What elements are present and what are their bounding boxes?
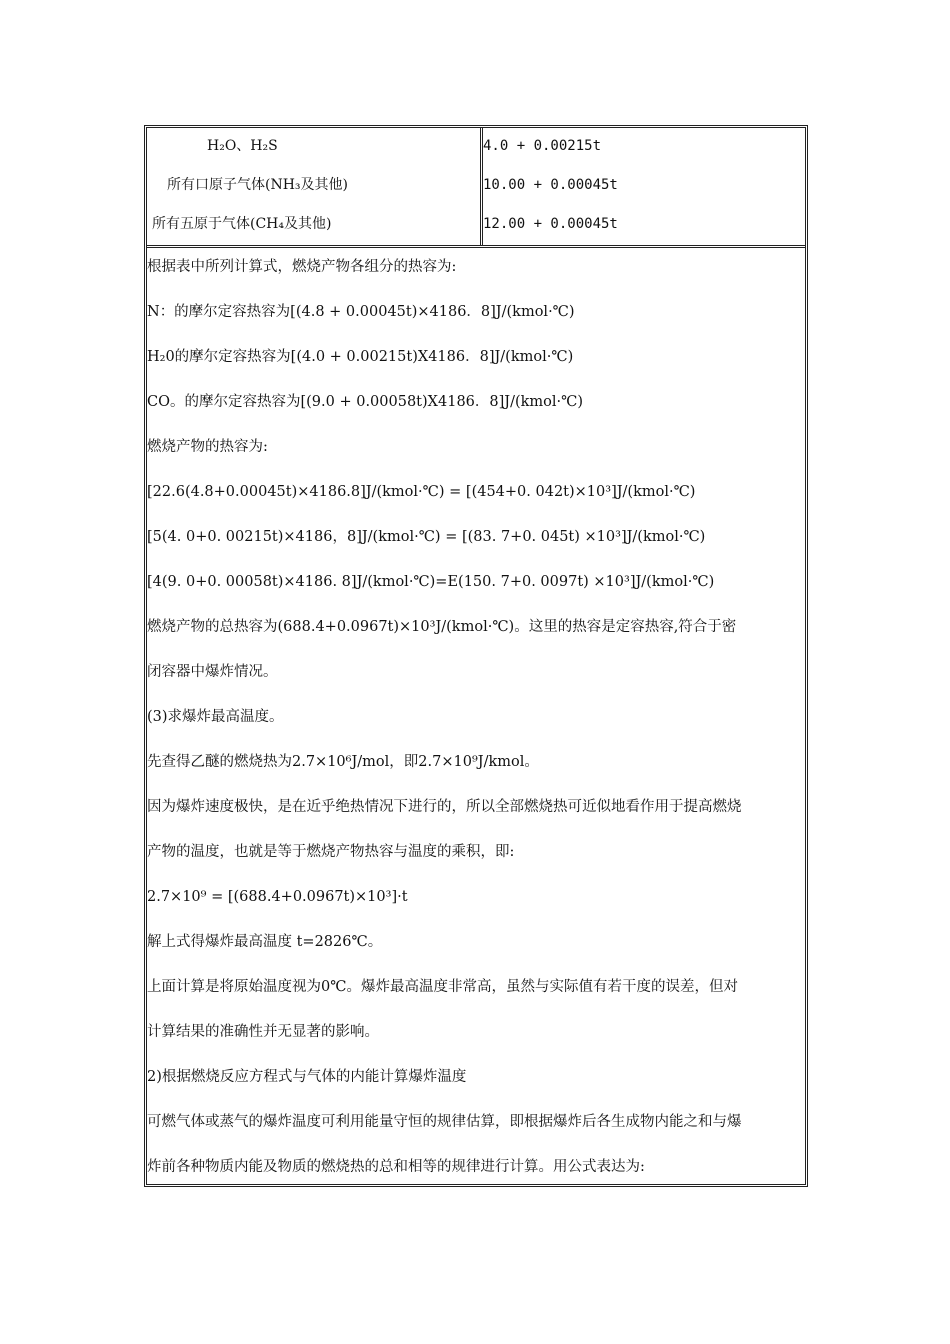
text-line: 2)根据燃烧反应方程式与气体的内能计算爆炸温度: [147, 1069, 467, 1085]
text-line: 因为爆炸速度极快，是在近乎绝热情况下进行的，所以全部燃烧热可近似地看作用于提高燃烧: [147, 799, 742, 815]
text-line: 上面计算是将原始温度视为0℃。爆炸最高温度非常高，虽然与实际值有若干度的误差，但对: [147, 979, 738, 995]
text-line: N：的摩尔定容热容为[(4.8 + 0.00045t)×4186．8]J/(kmol·℃): [147, 304, 575, 320]
table-cell-gas: H₂O、H₂S: [207, 138, 278, 154]
text-line: 根据表中所列计算式，燃烧产物各组分的热容为:: [147, 259, 457, 275]
document-frame: [144, 125, 808, 1187]
heat-capacity-table: [147, 128, 805, 248]
text-line: H₂0的摩尔定容热容为[(4.0 + 0.00215t)X4186．8]J/(kmol·℃): [147, 349, 574, 365]
text-line: [22.6(4.8+0.00045t)×4186.8]J/(kmol·℃) = [(454+0. 042t)×10³]J/(kmol·℃): [147, 484, 696, 500]
text-line: 闭容器中爆炸情况。: [147, 664, 278, 680]
text-line: 燃烧产物的总热容为(688.4+0.0967t)×10³J/(kmol·℃)。这里的热容是定容热容,符合于密: [147, 619, 737, 635]
text-line: 解上式得爆炸最高温度 t=2826℃。: [147, 934, 383, 950]
text-line: 可燃气体或蒸气的爆炸温度可利用能量守恒的规律估算，即根据爆炸后各生成物内能之和与爆: [147, 1114, 742, 1130]
text-line: CO。的摩尔定容热容为[(9.0 + 0.00058t)X4186．8]J/(kmol·℃): [147, 394, 584, 410]
text-line: 炸前各种物质内能及物质的燃烧热的总和相等的规律进行计算。用公式表达为:: [147, 1159, 645, 1175]
table-cell-formula: 10.00 + 0.00045t: [483, 177, 618, 193]
text-line: 产物的温度，也就是等于燃烧产物热容与温度的乘积，即:: [147, 844, 515, 860]
table-cell-gas: 所有五原于气体(CH₄及其他): [152, 216, 332, 232]
text-line: 计算结果的准确性并无显著的影响。: [147, 1024, 379, 1040]
table-cell-formula: 12.00 + 0.00045t: [483, 216, 618, 232]
text-line: (3)求爆炸最高温度。: [147, 709, 284, 725]
text-line: [5(4. 0+0. 00215t)×4186，8]J/(kmol·℃) = [(83. 7+0. 045t) ×10³]J/(kmol·℃): [147, 529, 706, 545]
text-line: 燃烧产物的热容为:: [147, 439, 268, 455]
text-line: 2.7×10⁹ = [(688.4+0.0967t)×10³]·t: [147, 889, 408, 905]
text-line: 先查得乙醚的燃烧热为2.7×10⁶J/mol，即2.7×10⁹J/kmol。: [147, 754, 539, 770]
text-line: [4(9. 0+0. 00058t)×4186. 8]J/(kmol·℃)=E(150. 7+0. 0097t) ×10³]J/(kmol·℃): [147, 574, 715, 590]
table-cell-gas: 所有口原子气体(NH₃及其他): [167, 177, 348, 193]
table-cell-formula: 4.0 + 0.00215t: [483, 138, 602, 154]
